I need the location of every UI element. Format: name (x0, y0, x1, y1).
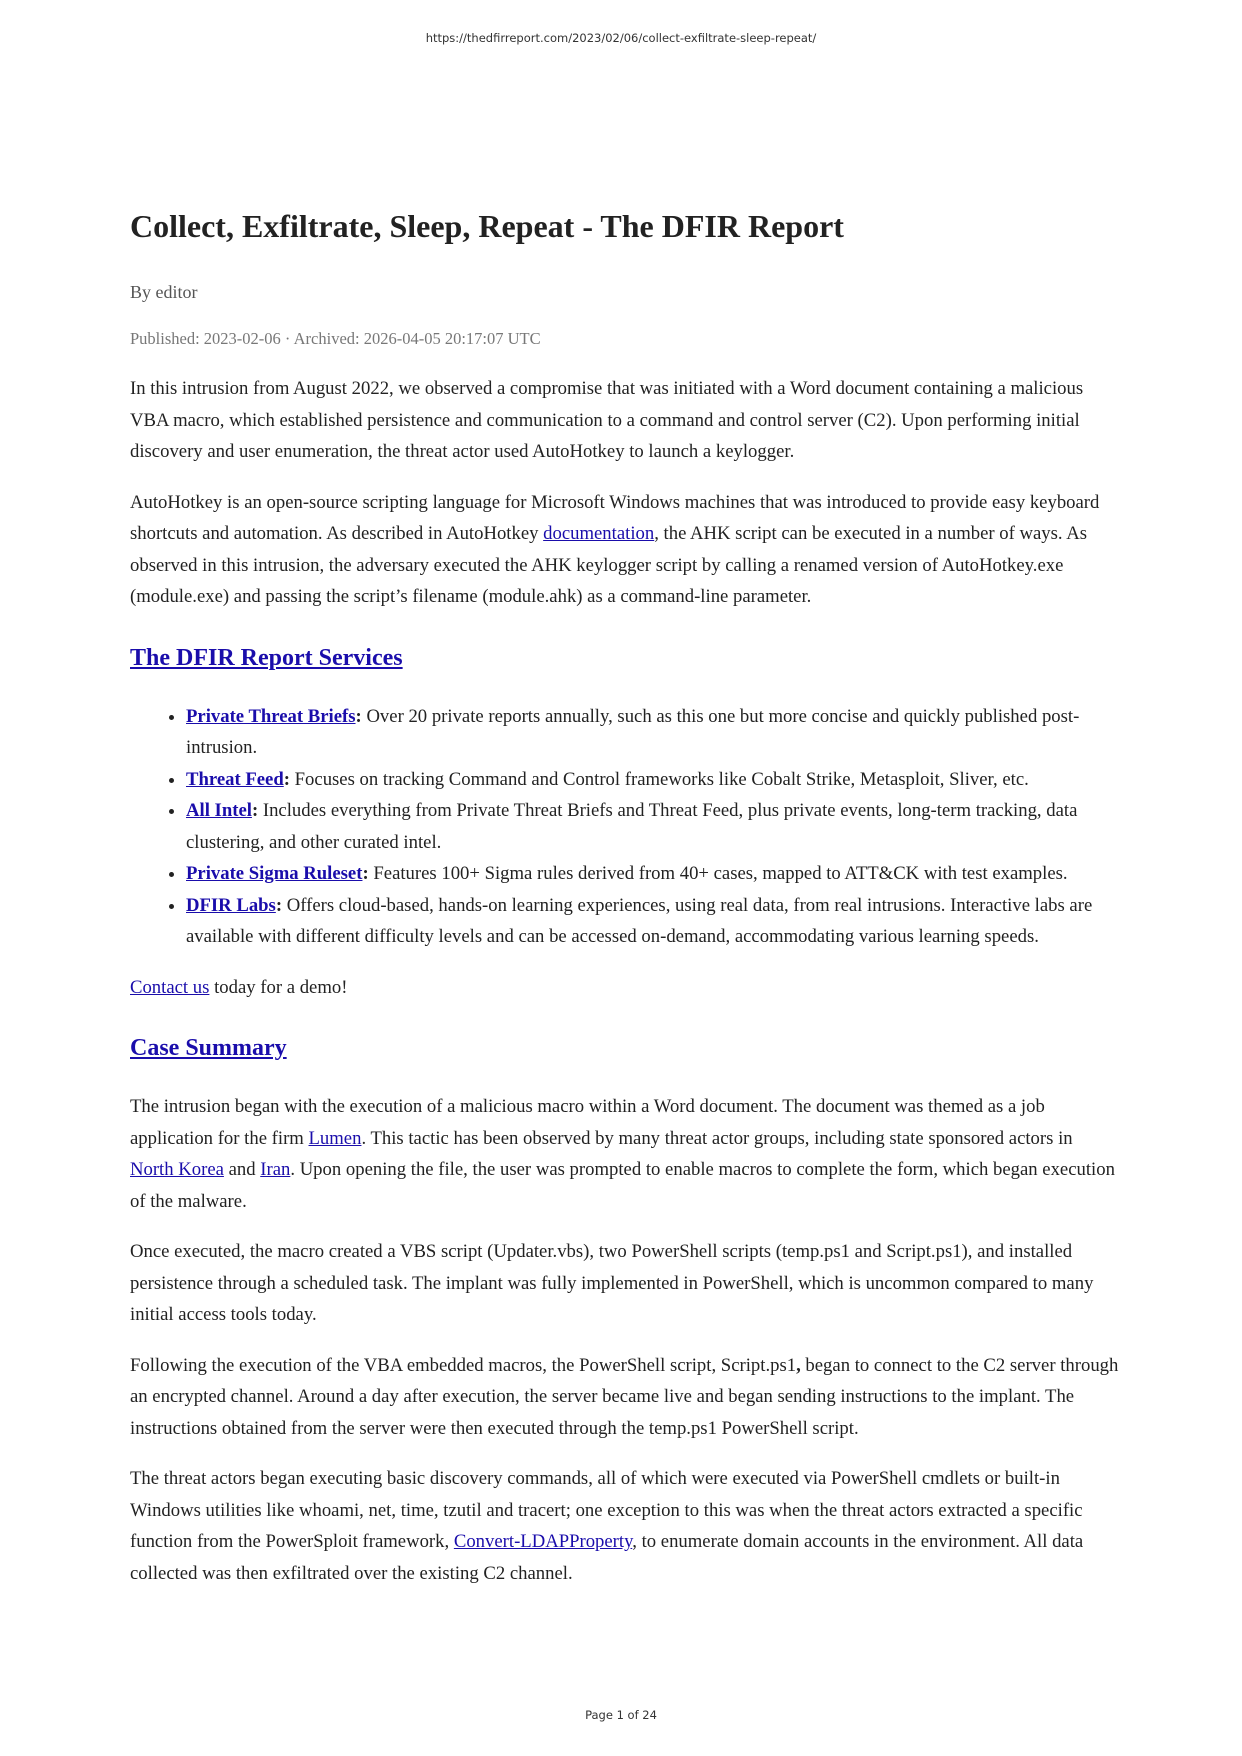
private-threat-briefs-link[interactable]: Private Threat Briefs (186, 705, 356, 727)
intro-paragraph-1: In this intrusion from August 2022, we observed a compromise that was initiated with a Word document containing a malicious VBA macro, which established persistence and communication to a command and control server (C2). Upon performing initial discovery and user enumeration, the threat actor used AutoHotkey to launch a keylogger. (130, 378, 1084, 462)
page-number: Page 1 of 24 (585, 1708, 657, 1722)
iran-link[interactable]: Iran (260, 1159, 291, 1180)
services-list (130, 701, 1120, 953)
summary-paragraph-1: The intrusion began with the execution of a malicious macro within a Word document. The document was themed as a job application for the firm Lumen. This tactic has been observed by many threat actor groups, including state sponsored actors in North Korea and Iran. Upon opening the file, the user was prompted to enable macros to complete the form, which began execution of the malware. (130, 1096, 1115, 1212)
summary-paragraph-2: Once executed, the macro created a VBS script (Updater.vbs), two PowerShell scripts (temp.ps1 and Script.ps1), and installed persistence through a scheduled task. The implant was fully implemented in PowerShell, which is uncommon compared to many initial access tools today. (130, 1241, 1094, 1325)
byline: By editor (130, 282, 198, 302)
contact-us-link[interactable]: Contact us (130, 976, 210, 998)
all-intel-link[interactable]: All Intel (186, 800, 252, 821)
services-heading (130, 641, 1120, 675)
list-item: • Private Sigma Ruleset: Features 100+ Sigma rules derived from 40+ cases, mapped to ATT&CK with test examples. (186, 858, 1120, 890)
case-summary-heading-link[interactable]: Case Summary (130, 1035, 287, 1061)
list-item: • DFIR Labs: Offers cloud-based, hands-on learning experiences, using real data, from real intrusions. Interactive labs are available with different difficulty levels and can be accessed on-demand, accommodating various learning speeds. (186, 890, 1120, 953)
list-item: • All Intel: Includes everything from Private Threat Briefs and Threat Feed, plus private events, long-term tracking, data clustering, and other curated intel. (186, 795, 1120, 858)
publish-meta: Published: 2023-02-06 · Archived: 2026-04-05 20:17:07 UTC (130, 329, 541, 348)
services-heading-link[interactable]: The DFIR Report Services (130, 644, 403, 671)
page-title: Collect, Exfiltrate, Sleep, Repeat - The DFIR Report (130, 208, 844, 244)
dfir-labs-link[interactable]: DFIR Labs (186, 894, 276, 916)
north-korea-link[interactable]: North Korea (130, 1159, 224, 1180)
threat-feed-link[interactable]: Threat Feed (186, 768, 284, 790)
contact-paragraph: Contact us today for a demo! (130, 976, 348, 998)
case-summary-heading (130, 1031, 1120, 1065)
private-sigma-ruleset-link[interactable]: Private Sigma Ruleset (186, 863, 363, 884)
list-item: • Threat Feed: Focuses on tracking Command and Control frameworks like Cobalt Strike, Metasploit, Sliver, etc. (186, 764, 1120, 796)
summary-paragraph-4: The threat actors began executing basic discovery commands, all of which were executed via PowerShell cmdlets or built-in Windows utilities like whoami, net, time, tzutil and tracert; one exception to this was when the threat actors extracted a specific function from the PowerSploit framework, Convert-LDAPProperty, to enumerate domain accounts in the environment. All data collected was then exfiltrated over the existing C2 channel. (130, 1468, 1084, 1584)
page-url-header: https://thedfirreport.com/2023/02/06/collect-exfiltrate-sleep-repeat/ (425, 31, 817, 45)
intro-paragraph-2: AutoHotkey is an open-source scripting language for Microsoft Windows machines that was introduced to provide easy keyboard shortcuts and automation. As described in AutoHotkey documentation, the AHK script can be executed in a number of ways. As observed in this intrusion, the adversary executed the AHK keylogger script by calling a renamed version of AutoHotkey.exe (module.exe) and passing the script’s filename (module.ahk) as a command-line parameter. (130, 491, 1100, 607)
summary-paragraph-3: Following the execution of the VBA embedded macros, the PowerShell script, Script.ps1, began to connect to the C2 server through an encrypted channel. Around a day after execution, the server became live and began sending instructions to the implant. The instructions obtained from the server were then executed through the temp.ps1 PowerShell script. (130, 1354, 1119, 1439)
article (130, 202, 1120, 1608)
lumen-link[interactable]: Lumen (308, 1127, 362, 1149)
convert-ldapproperty-link[interactable]: Convert-LDAPProperty (453, 1531, 633, 1552)
list-item: • Private Threat Briefs: Over 20 private reports annually, such as this one but more concise and quickly published post-intrusion. (186, 701, 1120, 764)
documentation-link[interactable]: documentation (543, 523, 655, 544)
